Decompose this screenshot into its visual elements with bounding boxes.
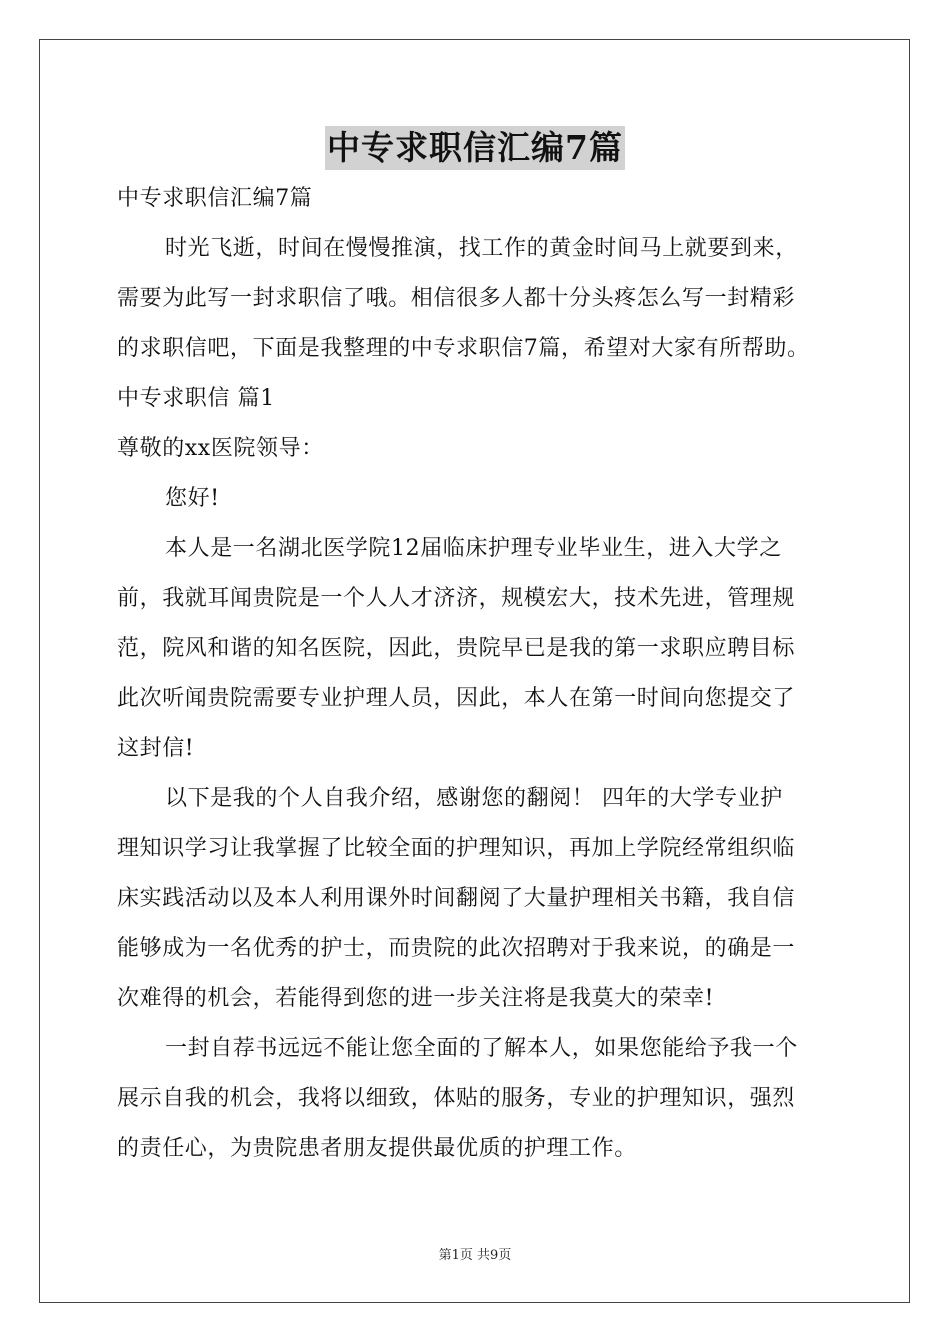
text-line: 尊敬的xx医院领导： xyxy=(117,436,324,461)
text-line: 的责任心，为贵院患者朋友提供最优质的护理工作。 xyxy=(117,1136,637,1161)
text-line: 您好! xyxy=(165,486,220,511)
text-line: 理知识学习让我掌握了比较全面的护理知识，再加上学院经常组织临 xyxy=(117,836,796,861)
text-line: 以下是我的个人自我介绍，感谢您的翻阅！ 四年的大学专业护 xyxy=(165,786,783,811)
text-line: 次难得的机会，若能得到您的进一步关注将是我莫大的荣幸! xyxy=(117,986,715,1011)
text-line: 的求职信吧，下面是我整理的中专求职信7篇，希望对大家有所帮助。 xyxy=(117,336,810,361)
text-line: 需要为此写一封求职信了哦。相信很多人都十分头疼怎么写一封精彩 xyxy=(117,286,796,311)
text-line: 前，我就耳闻贵院是一个人人才济济，规模宏大，技术先进，管理规 xyxy=(117,586,796,611)
text-line: 此次听闻贵院需要专业护理人员，因此，本人在第一时间向您提交了 xyxy=(117,686,796,711)
text-line: 本人是一名湖北医学院12届临床护理专业毕业生，进入大学之 xyxy=(165,536,782,561)
text-line: 一封自荐书远远不能让您全面的了解本人，如果您能给予我一个 xyxy=(165,1036,798,1061)
page-footer: 第1页 共9页 xyxy=(438,1248,512,1263)
text-line: 时光飞逝，时间在慢慢推演，找工作的黄金时间马上就要到来， xyxy=(165,236,798,261)
text-line: 中专求职信 篇1 xyxy=(117,386,275,411)
document-title: 中专求职信汇编7篇 xyxy=(325,126,625,170)
text-line: 展示自我的机会，我将以细致，体贴的服务，专业的护理知识，强烈 xyxy=(117,1086,796,1111)
text-line: 范，院风和谐的知名医院，因此，贵院早已是我的第一求职应聘目标 xyxy=(117,636,796,661)
text-line: 能够成为一名优秀的护士，而贵院的此次招聘对于我来说，的确是一 xyxy=(117,936,796,961)
text-line: 中专求职信汇编7篇 xyxy=(117,186,313,211)
text-line: 床实践活动以及本人利用课外时间翻阅了大量护理相关书籍，我自信 xyxy=(117,886,796,911)
title-wrap xyxy=(0,126,950,170)
text-line: 这封信! xyxy=(117,736,195,761)
